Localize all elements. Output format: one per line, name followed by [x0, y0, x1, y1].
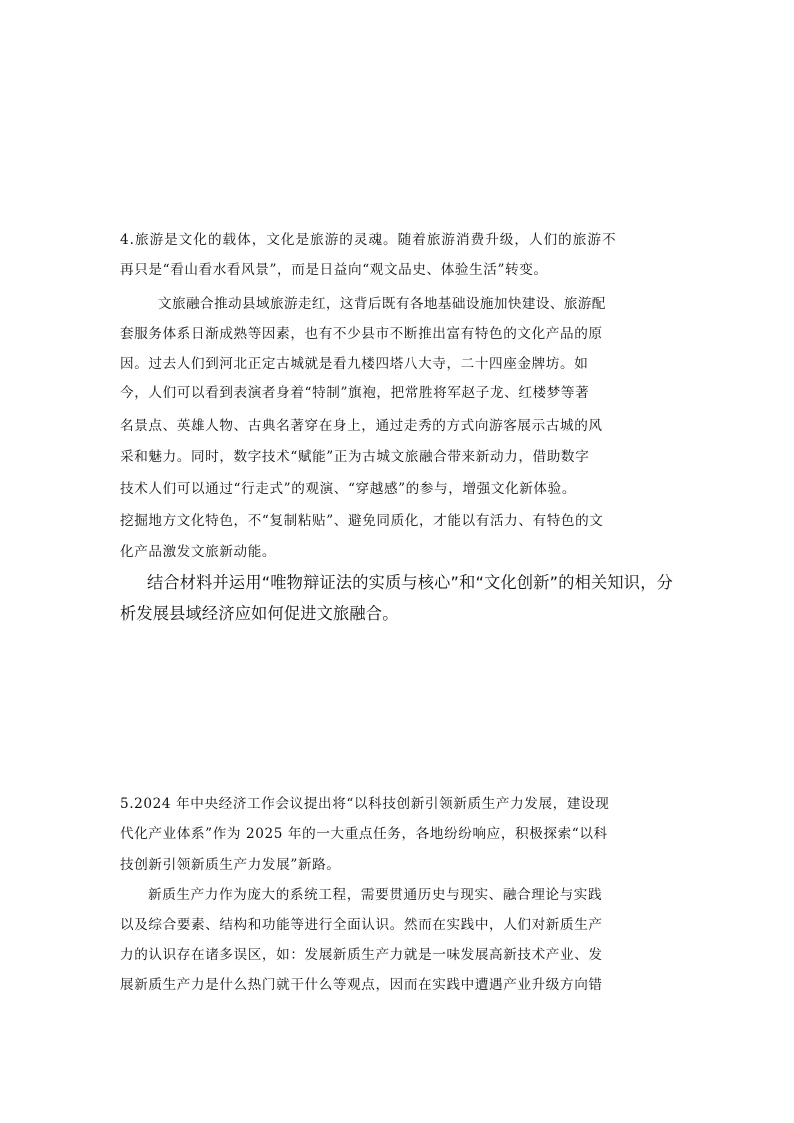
q5-material-line-3: 力的认识存在诸多误区，如：发展新质生产力就是一味发展高新技术产业、发	[120, 947, 603, 963]
q4-material-line-1: 文旅融合推动县域旅游走红，这背后既有各地基础设施加快建设、旅游配	[158, 296, 606, 312]
q5-intro-line-2: 代化产业体系”作为 2025 年的一大重点任务，各地纷纷响应，积极探索“以科	[120, 826, 608, 842]
q4-material-line-9: 化产品激发文旅新动能。	[120, 544, 277, 560]
q4-material-line-2: 套服务体系日渐成熟等因素，也有不少县市不断推出富有特色的文化产品的原	[120, 326, 603, 342]
q5-intro-line-3: 技创新引领新质生产力发展”新路。	[120, 857, 341, 873]
q4-material-line-3: 因。过去人们到河北正定古城就是看九楼四塔八大寺，二十四座金牌坊。如	[120, 356, 589, 372]
q4-intro-line-1: 4.旅游是文化的载体，文化是旅游的灵魂。随着旅游消费升级，人们的旅游不	[120, 232, 617, 248]
q4-material-line-7: 技术人们可以通过“行走式”的观演、“穿越感”的参与，增强文化新体验。	[120, 481, 577, 497]
q5-intro-line-1: 5.2024 年中央经济工作会议提出将“以科技创新引领新质生产力发展，建设现	[120, 796, 610, 812]
q4-question-line-2: 析发展县域经济应如何促进文旅融合。	[120, 604, 399, 623]
q4-material-line-4: 今，人们可以看到表演者身着“特制”旗袍，把常胜将军赵子龙、红楼梦等著	[120, 385, 590, 401]
q4-material-line-8: 挖掘地方文化特色，不“复制粘贴”、避免同质化，才能以有活力、有特色的文	[120, 513, 604, 529]
q4-question-line-1: 结合材料并运用“唯物辩证法的实质与核心”和“文化创新”的相关知识，分	[147, 573, 673, 592]
q4-intro-line-2: 再只是“看山看水看风景”，而是日益向“观文品史、体验生活”转变。	[120, 262, 548, 278]
q5-material-line-1: 新质生产力作为庞大的系统工程，需要贯通历史与现实、融合理论与实践	[148, 887, 603, 903]
q4-material-line-6: 采和魅力。同时，数字技术“赋能”正为古城文旅融合带来新动力，借助数字	[120, 449, 590, 465]
q5-material-line-2: 以及综合要素、结构和功能等进行全面认识。然而在实践中，人们对新质生产	[120, 917, 603, 933]
q4-material-line-5: 名景点、英雄人物、古典名著穿在身上，通过走秀的方式向游客展示古城的风	[120, 418, 603, 434]
q5-material-line-4: 展新质生产力是什么热门就干什么等观点，因而在实践中遭遇产业升级方向错	[120, 977, 603, 993]
